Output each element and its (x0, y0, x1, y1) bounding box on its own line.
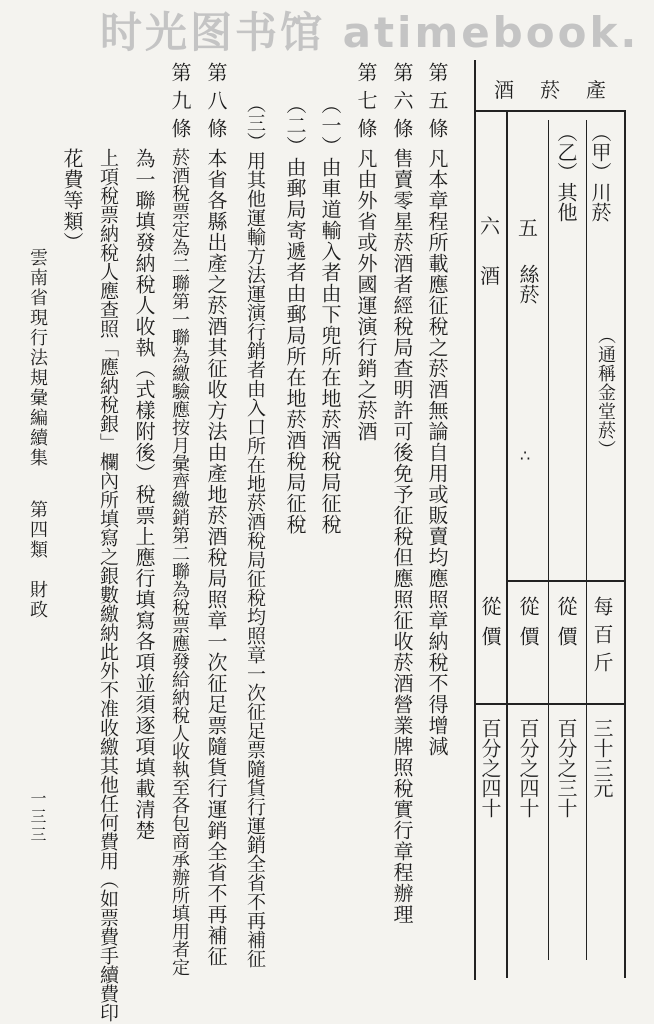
table-col-divider-2 (586, 120, 587, 960)
article-5-text: 凡本章程所載應征稅之菸酒無論自用或販賣均應照章納稅不得增減 (425, 148, 449, 757)
article-9-text-1: 菸酒稅票定為二聯第一聯為繳驗應按月彙齊繳銷第二聯為稅票應發給納稅人收執至各包商承辦所填用者定 (169, 148, 190, 976)
table-right-border (624, 110, 626, 978)
article-6-label: 第六條 (390, 62, 414, 146)
table-col-divider-1 (548, 120, 549, 960)
table-rate-rule (474, 703, 626, 705)
row1-item-note: （通稱金堂菸） (595, 326, 616, 459)
row1-item-b: （乙）其他 (554, 122, 578, 222)
paragraph-line-2: 花費等類） (60, 148, 84, 253)
article-9-text-2: 為一聯填發納稅人收執（式樣附後）稅票上應行填寫各項並須逐項填載清楚 (132, 148, 156, 841)
table-header-right: 產 (586, 78, 606, 102)
article-8-text: 本省各縣出產之菸酒其征收方法由產地菸酒稅局照章一次征足票隨貨行運銷全省不再補征 (204, 148, 228, 967)
row3-item: 酒 (480, 264, 500, 288)
row1-rate: 三十三元 (590, 718, 614, 798)
item-3: （三）用其他運輸方法運演行銷者由入口所在地菸酒稅局征稅均照章一次征足票隨貨行運銷全省不再補征 (244, 94, 266, 968)
row3-number: 六 (480, 214, 500, 238)
item-2: （二）由郵局寄遞者由郵局所在地菸酒稅局征稅 (283, 94, 307, 535)
row1-unit-header: 每百斤 (590, 596, 614, 680)
row2-unit: 從價 (516, 596, 540, 656)
article-8-label: 第八條 (204, 62, 228, 146)
row1-item-a: （甲）川菸 (588, 122, 612, 222)
item-1: （一）由車道輸入者由下兜所在地菸酒稅局征稅 (318, 94, 342, 535)
row3-unit: 從價 (478, 596, 502, 656)
table-header-mid: 菸 (540, 78, 560, 102)
row2-rate: 百分之四十 (516, 718, 540, 818)
table-left-border (474, 60, 476, 980)
article-7-text: 凡由外省或外國運演行銷之菸酒 (354, 148, 378, 442)
row3-rate: 百分之四十 (478, 718, 502, 818)
book-title: 雲南省現行法規彙編續集 (27, 248, 48, 468)
table-header-left: 酒 (494, 78, 514, 102)
row2-mark: ∴ (520, 446, 531, 465)
row2-number: 五 (518, 216, 538, 240)
category-label: 第四類 財政 (27, 500, 48, 620)
row2-item: 絲菸 (516, 264, 540, 304)
row1b-rate: 百分之三十 (554, 718, 578, 818)
paragraph-line-1: 上項稅票納稅人應查照「應納稅銀」欄內所填寫之銀數繳納此外不准收繳其他任何費用（如票費手續費印 (97, 148, 119, 1022)
page-number: 一三三 (28, 790, 47, 844)
table-header-rule (474, 110, 626, 112)
table-inner-border (506, 110, 508, 978)
table-unit-rule (506, 580, 626, 582)
row1b-unit: 從價 (554, 596, 578, 656)
article-9-label: 第九條 (168, 62, 192, 146)
article-6-text: 售賣零星菸酒者經稅局查明許可後免予征稅但應照征收菸酒營業牌照稅實行章程辦理 (390, 148, 414, 925)
article-7-label: 第七條 (354, 62, 378, 146)
watermark: 时光图书馆 atimebook. (100, 8, 640, 57)
article-5-label: 第五條 (425, 62, 449, 146)
tax-table (462, 58, 630, 996)
